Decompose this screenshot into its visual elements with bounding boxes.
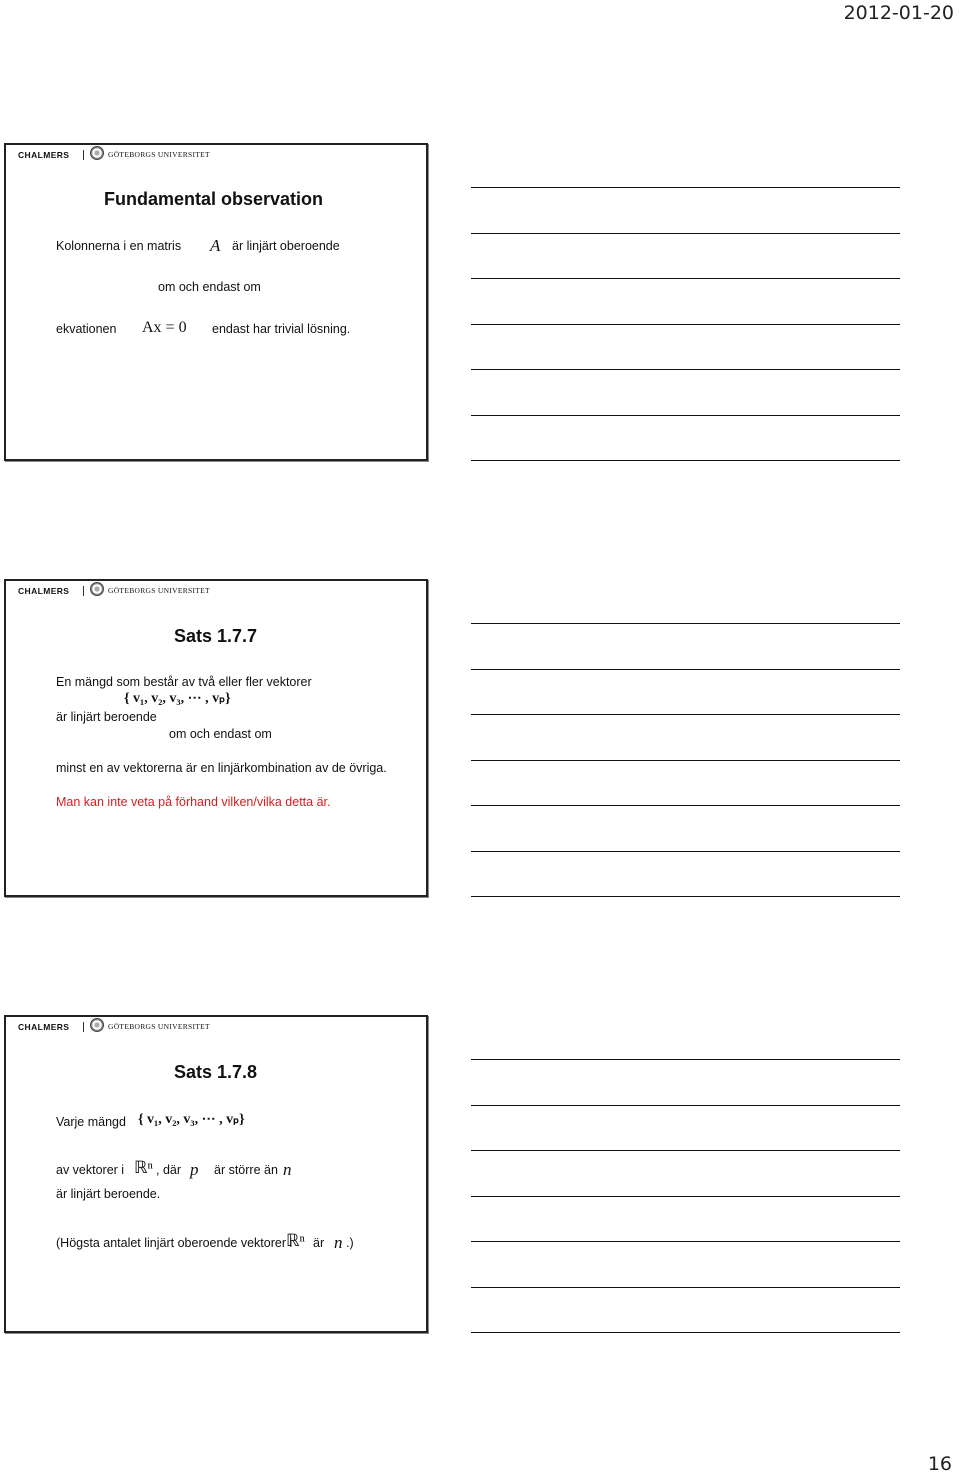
note-line: [471, 324, 900, 325]
note-line: [471, 851, 900, 852]
note-line: [471, 714, 900, 715]
text-line: minst en av vektorerna är en linjärkombination av de övriga.: [56, 761, 387, 775]
slide-header: [6, 581, 426, 603]
text-line: endast har trivial lösning.: [212, 322, 351, 336]
text-line: om och endast om: [169, 727, 272, 741]
chalmers-logo: CHALMERS: [18, 150, 70, 160]
note-line: [471, 1059, 900, 1060]
gu-logo: GÖTEBORGS UNIVERSITET: [108, 586, 210, 595]
gu-logo: GÖTEBORGS UNIVERSITET: [108, 1022, 210, 1031]
math-matrix-a: A: [210, 236, 221, 255]
text-line: .): [346, 1236, 354, 1250]
logo-divider: [83, 1022, 84, 1032]
slide-header: [6, 1017, 426, 1039]
text-line: är linjärt beroende: [56, 710, 157, 724]
text-line: En mängd som består av två eller fler vektorer: [56, 675, 312, 689]
text-line: av vektorer i: [56, 1163, 125, 1177]
math-n: n: [283, 1160, 292, 1179]
university-seal-icon: [90, 1018, 104, 1032]
text-line: är större än: [214, 1163, 278, 1177]
text-line: ekvationen: [56, 322, 117, 336]
text-line: är: [313, 1236, 325, 1250]
gu-logo: GÖTEBORGS UNIVERSITET: [108, 150, 210, 159]
note-line: [471, 278, 900, 279]
text-line: (Högsta antalet linjärt oberoende vektorer i: [56, 1236, 293, 1250]
note-line: [471, 1287, 900, 1288]
note-line: [471, 760, 900, 761]
logo-divider: [83, 586, 84, 596]
note-line: [471, 1241, 900, 1242]
university-seal-icon: [90, 582, 104, 596]
math-rn: ℝⁿ: [286, 1231, 305, 1250]
text-line: , där: [156, 1163, 182, 1177]
note-line: [471, 896, 900, 897]
math-vector-set: { v₁, v₂, v₃, ⋯ , vₚ}: [124, 691, 231, 706]
logo-divider: [83, 150, 84, 160]
note-line: [471, 415, 900, 416]
text-line: är linjärt beroende.: [56, 1187, 161, 1201]
university-seal-icon: [90, 146, 104, 160]
math-equation: Ax = 0: [142, 319, 187, 336]
slide-title: Sats 1.7.8: [174, 1062, 258, 1082]
text-line: Varje mängd: [56, 1115, 126, 1129]
math-rn: ℝⁿ: [134, 1158, 153, 1177]
math-n: n: [334, 1233, 343, 1252]
note-line: [471, 1196, 900, 1197]
note-line: [471, 805, 900, 806]
note-line: [471, 233, 900, 234]
chalmers-logo: CHALMERS: [18, 586, 70, 596]
note-line: [471, 623, 900, 624]
text-line: är linjärt oberoende: [232, 239, 340, 253]
math-vector-set: { v₁, v₂, v₃, ⋯ , vₚ}: [138, 1112, 245, 1127]
page-number: 16: [927, 1453, 952, 1475]
slide-1: [4, 143, 428, 461]
text-line: Kolonnerna i en matris: [56, 239, 182, 253]
page-date: 2012-01-20: [843, 2, 954, 24]
slide-title: Fundamental observation: [104, 189, 324, 209]
note-line: [471, 1150, 900, 1151]
note-line: [471, 187, 900, 188]
note-line: [471, 669, 900, 670]
chalmers-logo: CHALMERS: [18, 1022, 70, 1032]
math-p: p: [190, 1160, 199, 1179]
slide-3: [4, 1015, 428, 1333]
slide-2: [4, 579, 428, 897]
note-line: [471, 369, 900, 370]
slide-header: [6, 145, 426, 167]
note-line: [471, 460, 900, 461]
note-text: Man kan inte veta på förhand vilken/vilka detta är.: [56, 795, 331, 809]
text-line: om och endast om: [158, 280, 261, 294]
slide-title: Sats 1.7.7: [174, 626, 258, 646]
note-line: [471, 1105, 900, 1106]
note-line: [471, 1332, 900, 1333]
